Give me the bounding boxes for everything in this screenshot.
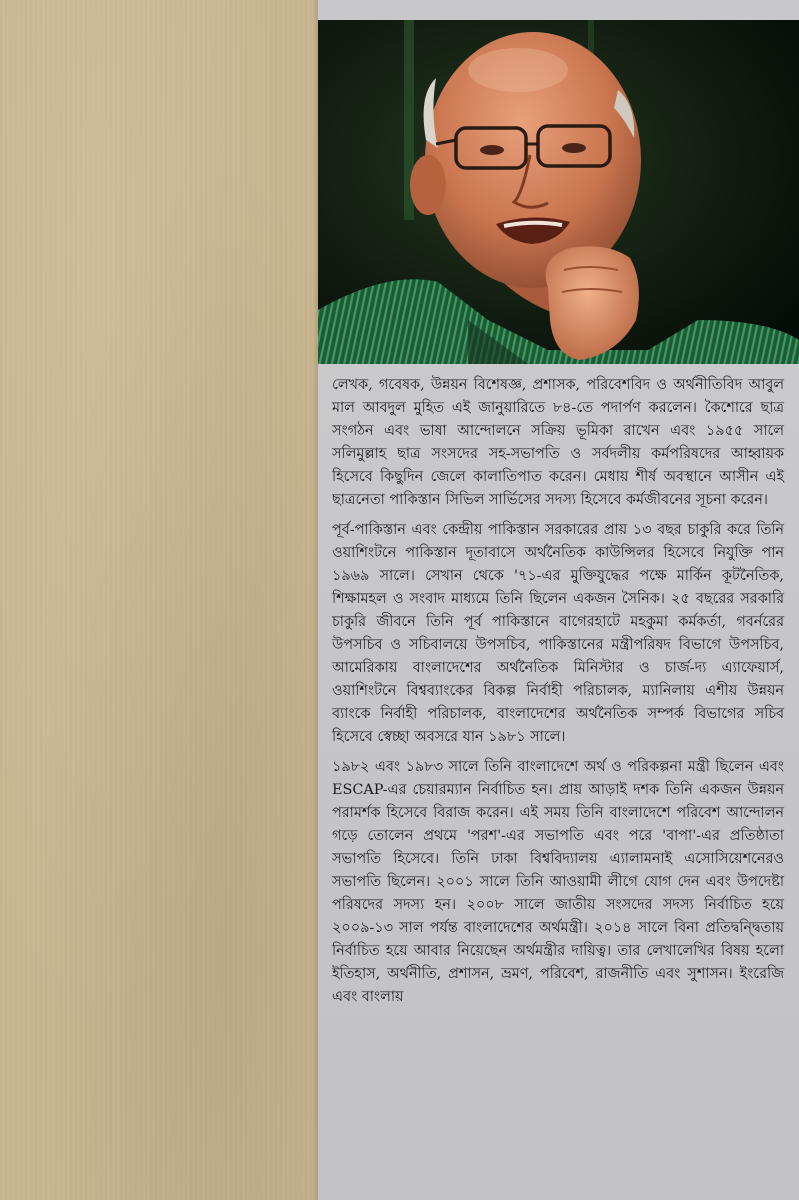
bio-paragraph-2: পূর্ব-পাকিস্তান এবং কেন্দ্রীয় পাকিস্তান সরকারের প্রায় ১৩ বছর চাকুরি করে তিনি ওয়াশিংটনে পাকিস্তান দূতাবাসে অর্থনৈতিক কাউন্সিলর হিসেবে নিযুক্তি পান ১৯৬৯ সালে। সেখান থেকে '৭১-এর মুক্তিযুদ্ধের পক্ষে মার্কিন কূটনৈতিক, শিক্ষামহল ও সংবাদ মাধ্যমে তিনি ছিলেন একজন সৈনিক। ২৫ বছরের সরকারি চাকুরি জীবনে তিনি পূর্ব পাকিস্তানে বাগেরহাটে মহকুমা কর্মকর্তা, গবর্নরের উপসচিব ও সচিবালয়ে উপসচিব, পাকিস্তানের মন্ত্রীপরিষদ বিভাগে উপসচিব, আমেরিকায় বাংলাদেশের অর্থনৈতিক মিনিস্টার ও চার্জ-দ্য এ্যাফেয়ার্স, ওয়াশিংটনে বিশ্বব্যাংকের বিকল্প নির্বাহী পরিচালক, ম্যানিলায় এশীয় উন্নয়ন ব্যাংকে নির্বাহী পরিচালক, বাংলাদেশের অর্থনৈতিক সম্পর্ক বিভাগের সচিব হিসেবে স্বেচ্ছা অবসরে যান ১৯৮১ সালে। xyxy=(332,522,784,745)
author-biography xyxy=(332,374,784,1016)
author-portrait-photo xyxy=(318,20,799,364)
bio-paragraph-1: লেখক, গবেষক, উন্নয়ন বিশেষজ্ঞ, প্রশাসক, পরিবেশবিদ ও অর্থনীতিবিদ আবুল মাল আবদুল মুহিত এই জানুয়ারিতে ৮৪-তে পদার্পণ করলেন। কৈশোরে ছাত্র সংগঠন এবং ভাষা আন্দোলনে সক্রিয় ভূমিকা রাখেন এবং ১৯৫৫ সালে সলিমুল্লাহ ছাত্র সংসদের সহ-সভাপতি ও সর্বদলীয় কর্মপরিষদের আহ্বায়ক হিসেবে কিছুদিন জেলে কালাতিপাত করেন। মেধায় শীর্ষ অবস্থানে আসীন এই ছাত্রনেতা পাকিস্তান সিভিল সার্ভিসের সদস্য হিসেবে কর্মজীবনের সূচনা করেন। xyxy=(332,377,784,508)
portrait-illustration xyxy=(318,20,799,364)
top-strip xyxy=(318,0,799,20)
bio-paragraph-3: ১৯৮২ এবং ১৯৮৩ সালে তিনি বাংলাদেশে অর্থ ও পরিকল্পনা মন্ত্রী ছিলেন এবং ESCAP-এর চেয়ারম্যান নির্বাচিত হন। প্রায় আড়াই দশক তিনি একজন উন্নয়ন পরামর্শক হিসেবে বিরাজ করেন। এই সময় তিনি বাংলাদেশে পরিবেশ আন্দোলন গড়ে তোলেন প্রথমে 'পরশ'-এর সভাপতি এবং পরে 'বাপা'-এর প্রতিষ্ঠাতা সভাপতি হিসেবে। তিনি ঢাকা বিশ্ববিদ্যালয় এ্যালামনাই এসোসিয়েশনেরও সভাপতি ছিলেন। ২০০১ সালে তিনি আওয়ামী লীগে যোগ দেন এবং উপদেষ্টা পরিষদের সদস্য হন। ২০০৮ সালে জাতীয় সংসদের সদস্য নির্বাচিত হয়ে ২০০৯-১৩ সাল পর্যন্ত বাংলাদেশের অর্থমন্ত্রী। ২০১৪ সালে বিনা প্রতিদ্বন্দ্বিতায় নির্বাচিত হয়ে আবার নিয়েছেন অর্থমন্ত্রীর দায়িত্ব। তার লেখালেখির বিষয় হলো ইতিহাস, অর্থনীতি, প্রশাসন, ভ্রমণ, পরিবেশ, রাজনীতি এবং সুশাসন। ইংরেজি এবং বাংলায় xyxy=(332,759,784,1005)
book-spine-area xyxy=(0,0,318,1200)
